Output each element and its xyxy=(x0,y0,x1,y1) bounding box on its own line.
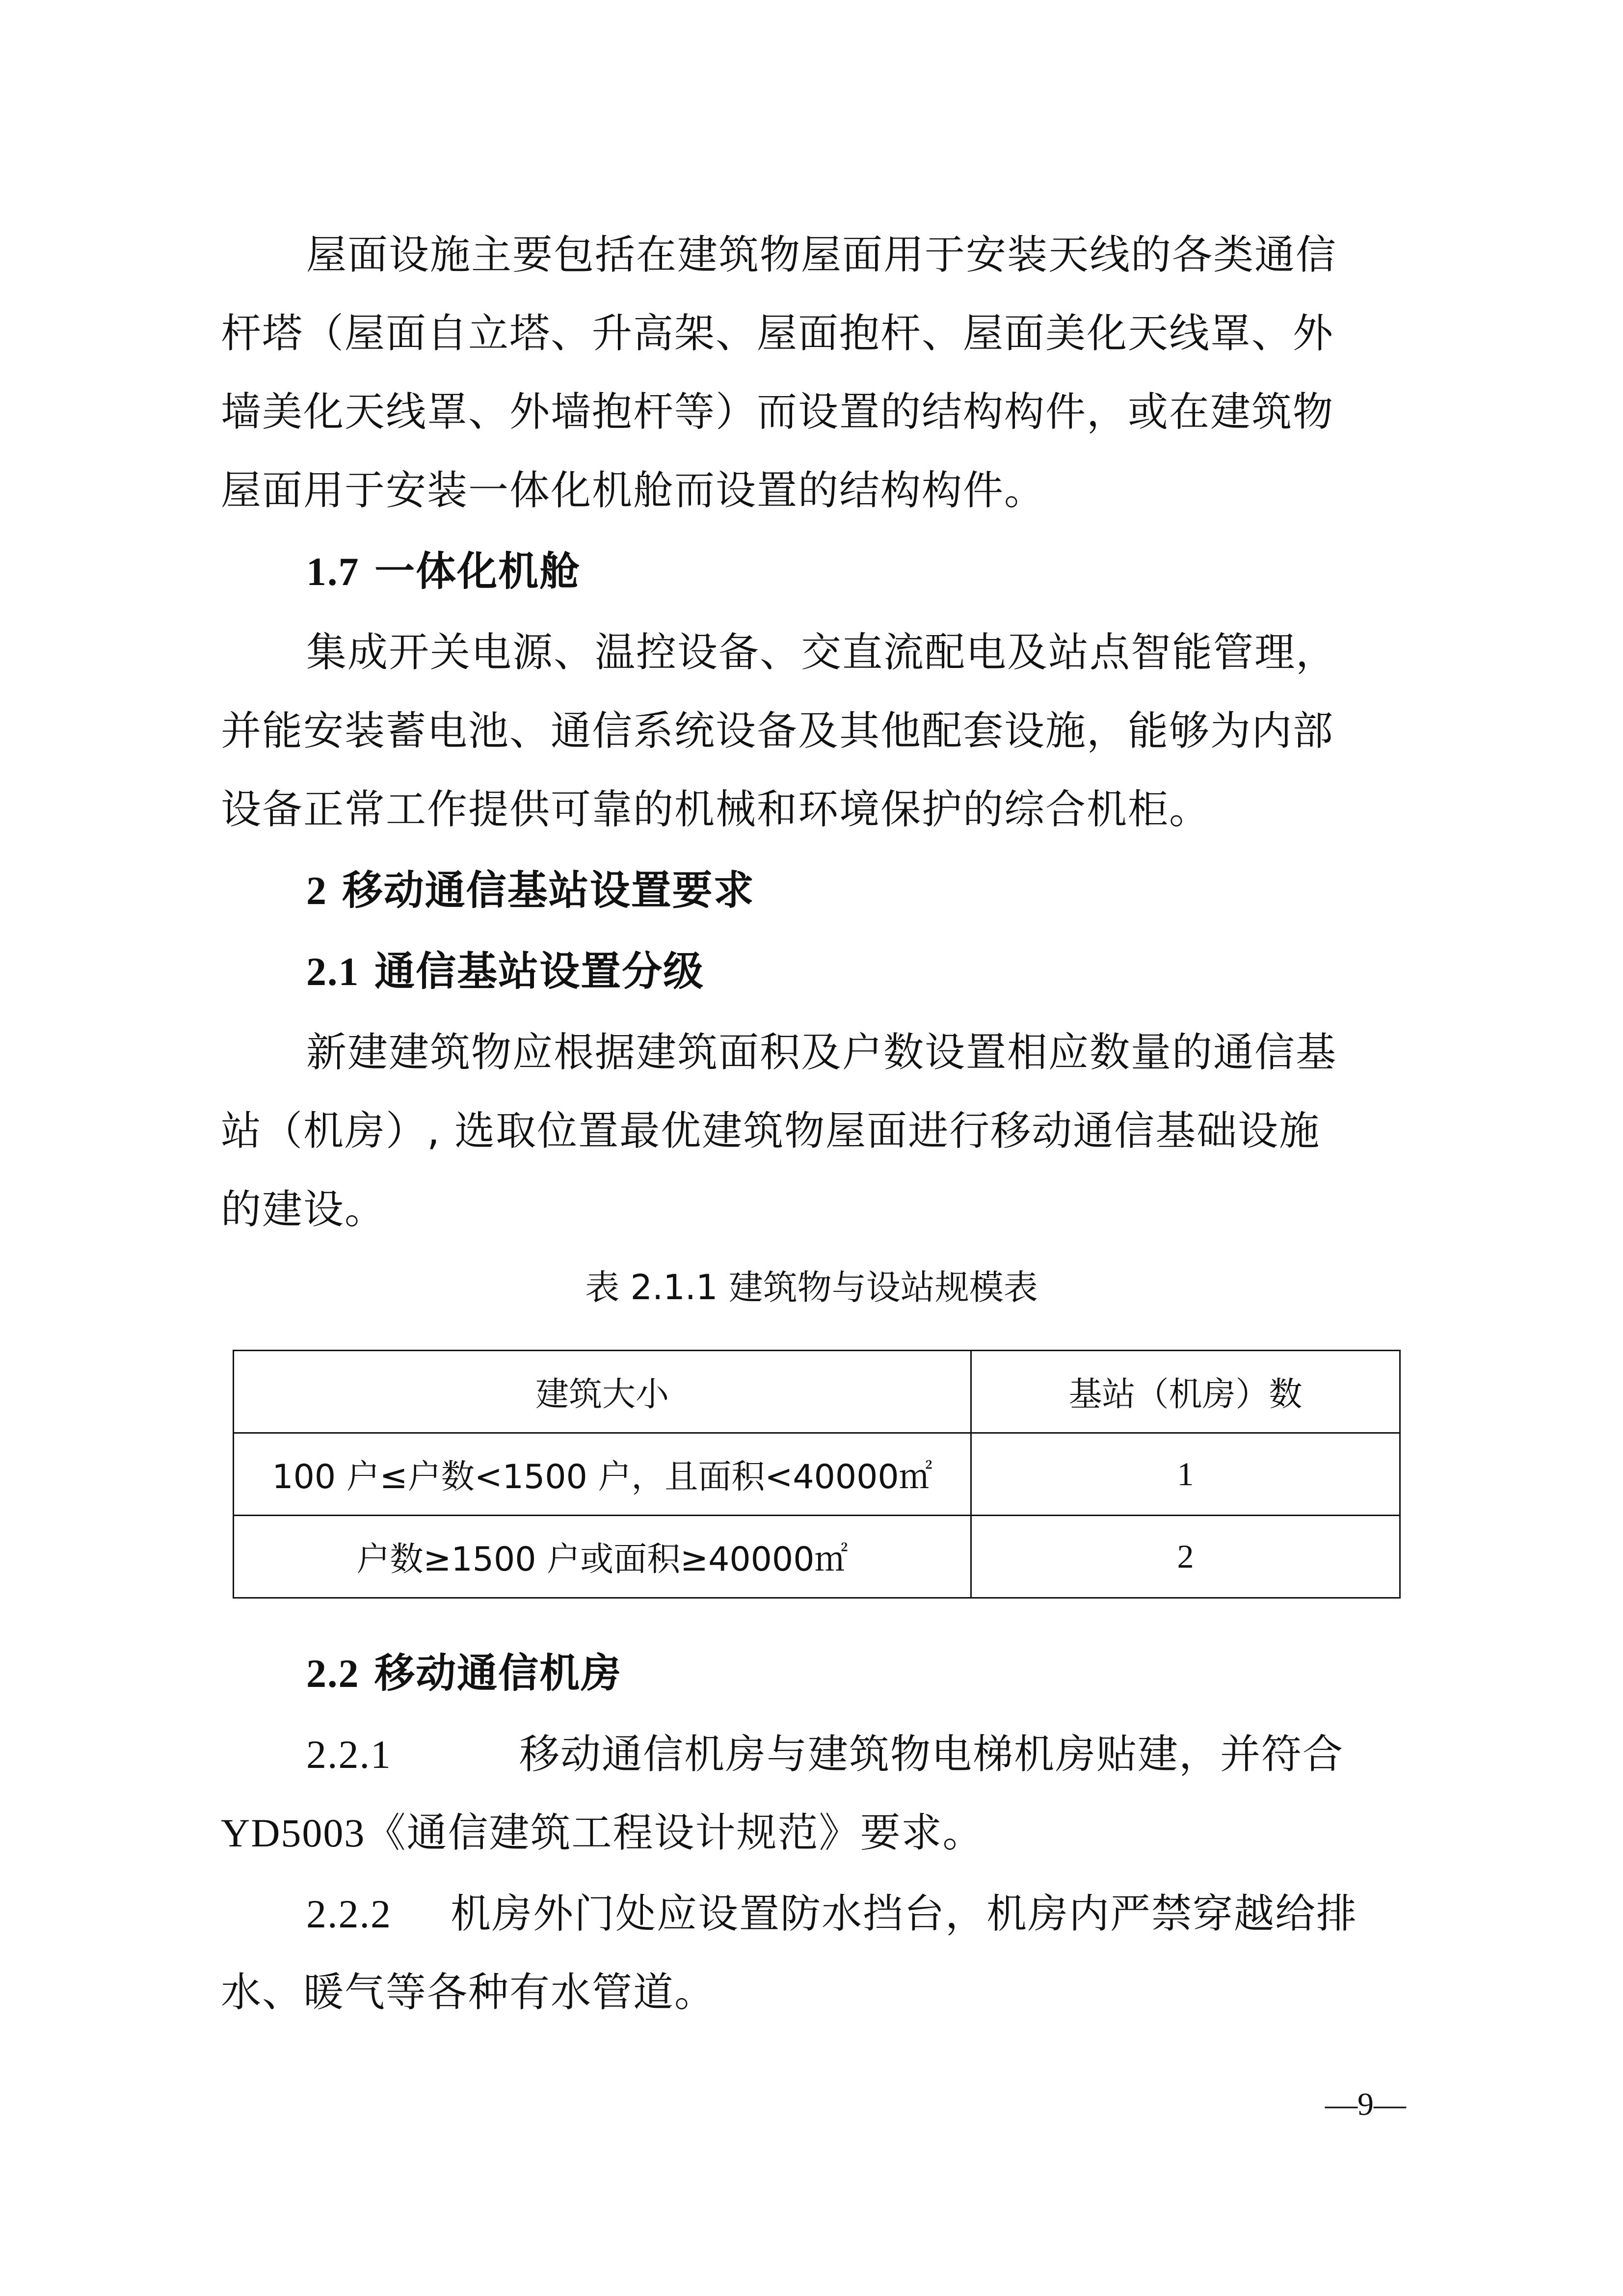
heading-text: 移动通信机房 xyxy=(374,1650,622,1697)
table-cell: 100 户≤户数<1500 户，且面积<40000㎡ xyxy=(234,1433,971,1516)
paragraph-line: 集成开关电源、温控设备、交直流配电及站点智能管理， xyxy=(306,629,1337,676)
section-heading-2-1 xyxy=(306,945,704,999)
paragraph-line: 水、暖气等各种有水管道。 xyxy=(221,1969,716,2016)
paragraph-line: 并能安装蓄电池、通信系统设备及其他配套设施，能够为内部 xyxy=(221,708,1334,754)
paragraph-line xyxy=(221,1806,984,1860)
table-header-row xyxy=(234,1351,1400,1433)
paragraph-line: 设备正常工作提供可靠的机械和环境保护的综合机柜。 xyxy=(221,786,1211,833)
clause-number: 2.2.1 xyxy=(306,1732,392,1777)
heading-text: 移动通信基站设置要求 xyxy=(342,867,755,914)
heading-number: 2 xyxy=(306,868,327,913)
heading-number: 2.2 xyxy=(306,1651,360,1696)
table-cell: 户数≥1500 户或面积≥40000㎡ xyxy=(234,1516,971,1598)
building-station-scale-table xyxy=(233,1350,1401,1599)
paragraph-line: 新建建筑物应根据建筑面积及户数设置相应数量的通信基 xyxy=(306,1029,1337,1076)
table-row xyxy=(234,1433,1400,1516)
clause-text: 机房外门处应设置防水挡台，机房内严禁穿越给排 xyxy=(451,1891,1358,1937)
clause-number: 2.2.2 xyxy=(306,1892,392,1936)
page-number: —9— xyxy=(1325,2086,1406,2122)
paragraph-line: 屋面设施主要包括在建筑物屋面用于安装天线的各类通信 xyxy=(306,232,1337,278)
paragraph-line: 墙美化天线罩、外墙抱杆等）而设置的结构构件，或在建筑物 xyxy=(221,389,1334,435)
section-heading-2-2 xyxy=(306,1647,622,1701)
table-cell: 1 xyxy=(971,1433,1400,1516)
table-caption: 表 2.1.1 建筑物与设站规模表 xyxy=(585,1267,1038,1308)
heading-text: 通信基站设置分级 xyxy=(374,948,705,995)
heading-text: 一体化机舱 xyxy=(374,548,581,595)
paragraph-line: 杆塔（屋面自立塔、升高架、屋面抱杆、屋面美化天线罩、外 xyxy=(221,310,1334,357)
table-cell: 2 xyxy=(971,1516,1400,1598)
heading-number: 1.7 xyxy=(306,549,360,594)
paragraph-line: 站（机房）, 选取位置最优建筑物屋面进行移动通信基础设施 xyxy=(221,1108,1321,1154)
clause-2-2-1 xyxy=(306,1728,1344,1782)
clause-text: 移动通信机房与建筑物电梯机房贴建，并符合 xyxy=(519,1731,1344,1778)
standard-code: YD5003 xyxy=(221,1811,366,1855)
table-header-cell: 基站（机房）数 xyxy=(971,1351,1400,1433)
section-heading-2 xyxy=(306,864,755,918)
table-header-cell: 建筑大小 xyxy=(234,1351,971,1433)
paragraph-line: 的建设。 xyxy=(221,1186,386,1233)
clause-text: 《通信建筑工程设计规范》要求。 xyxy=(365,1810,984,1856)
paragraph-line: 屋面用于安装一体化机舱而设置的结构构件。 xyxy=(221,467,1046,514)
heading-number: 2.1 xyxy=(306,949,360,994)
section-heading-1-7 xyxy=(306,545,581,599)
table-row xyxy=(234,1516,1400,1598)
clause-2-2-2 xyxy=(306,1887,1357,1941)
